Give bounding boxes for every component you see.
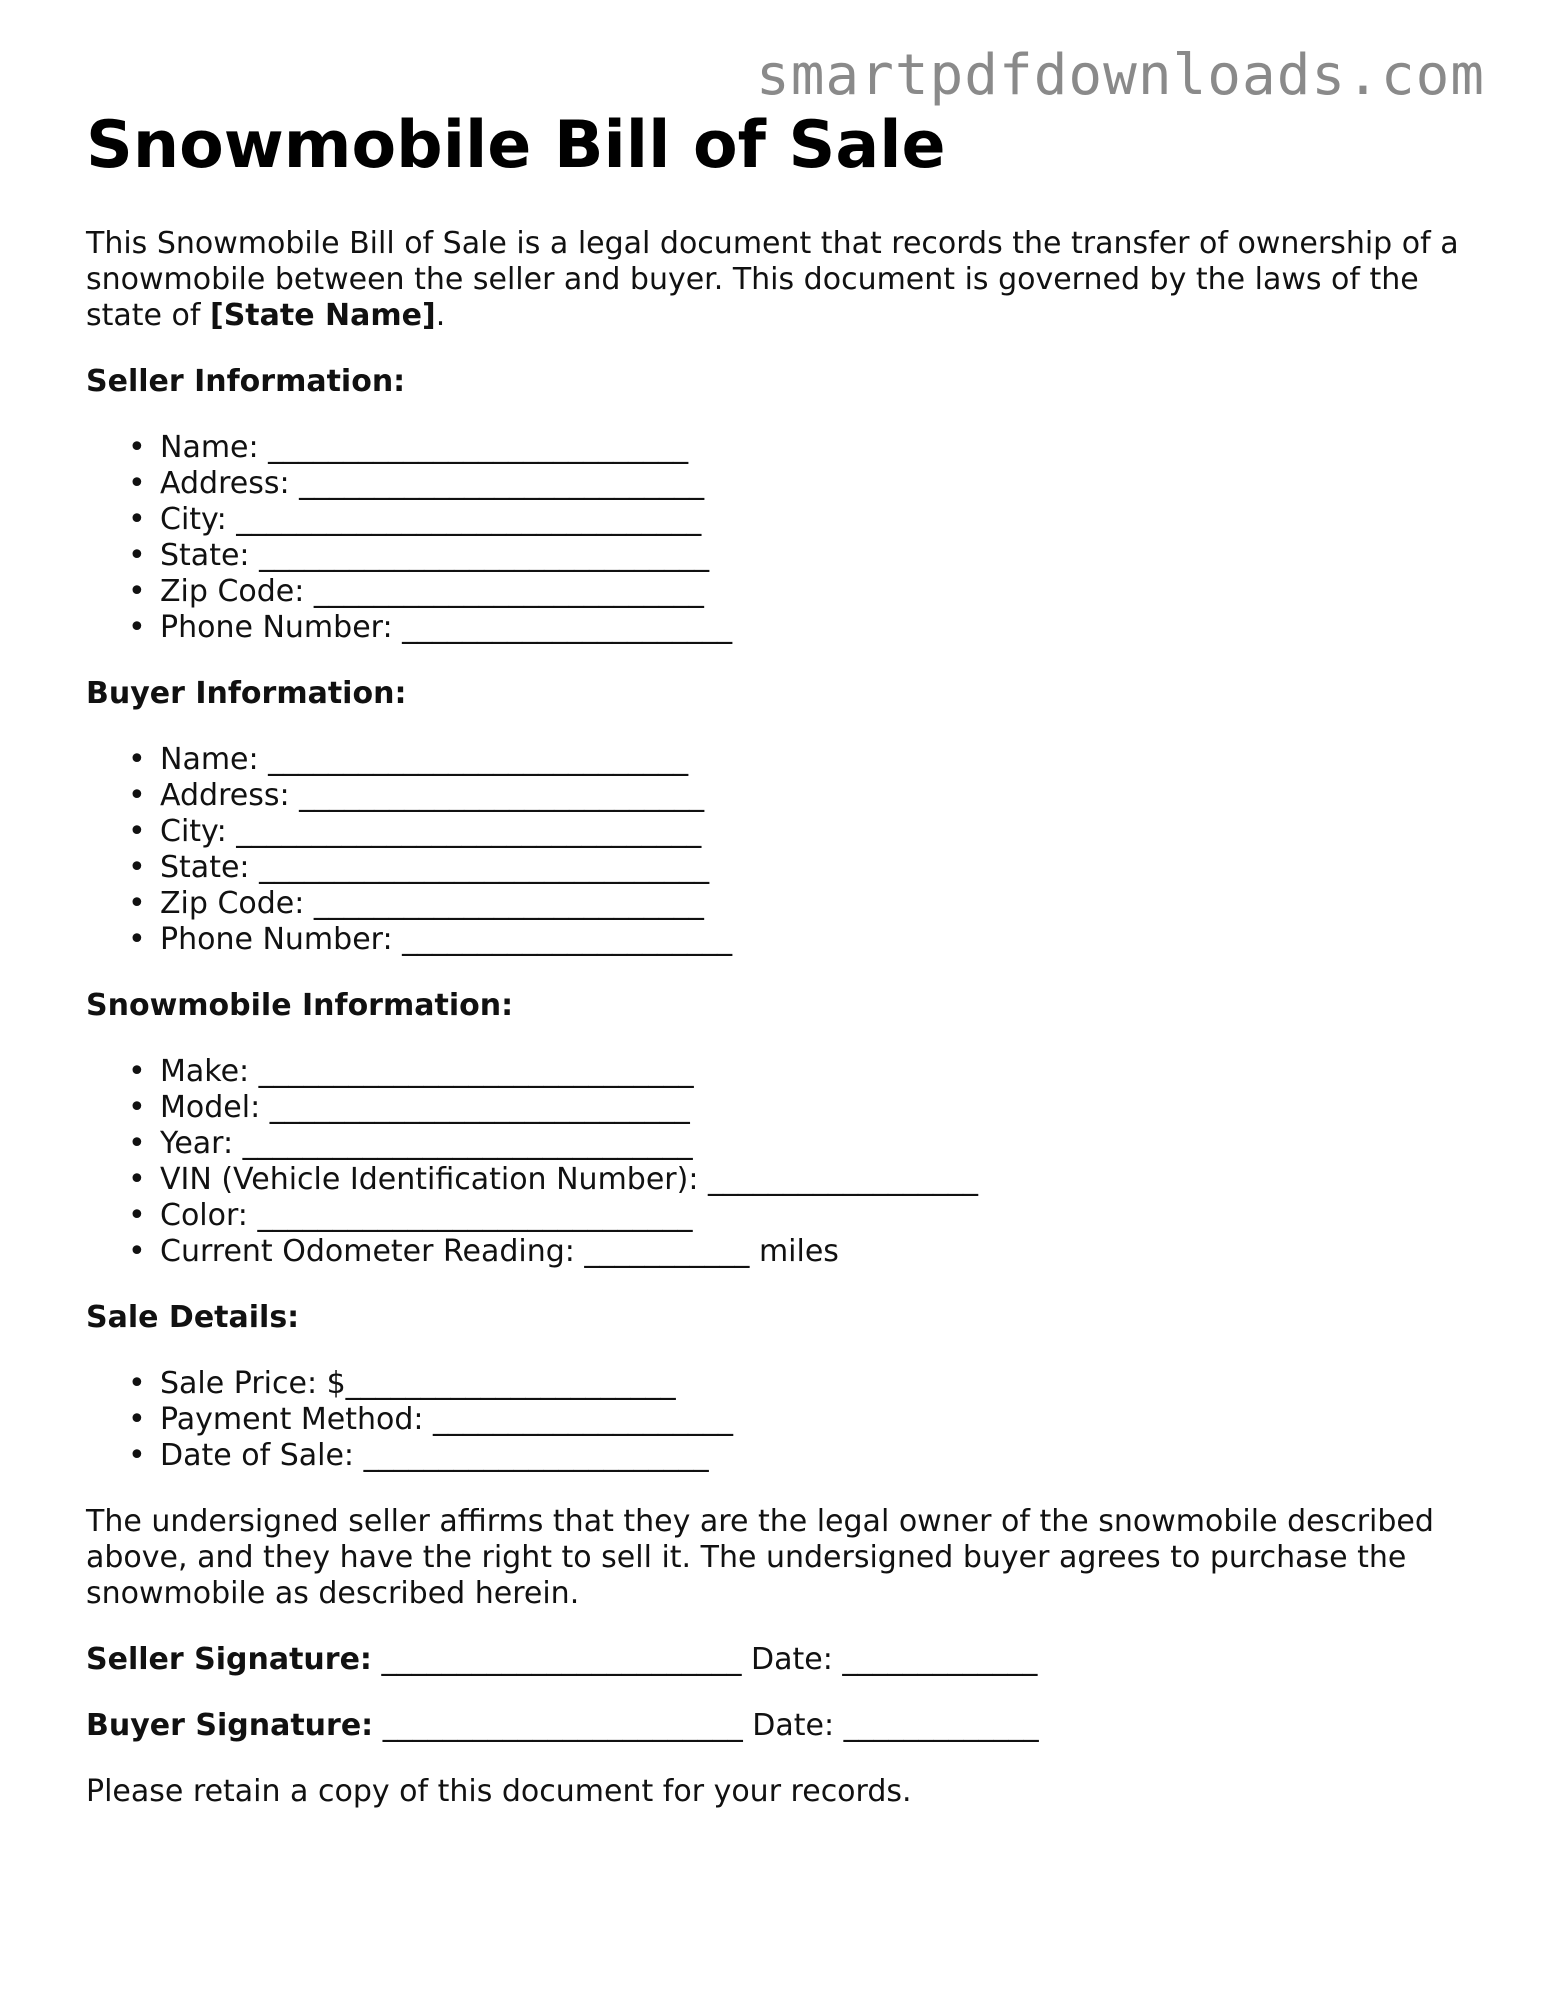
field-label: Zip Code: — [160, 573, 314, 609]
seller-state-field[interactable] — [160, 538, 1476, 574]
seller-phone-field[interactable] — [160, 610, 1476, 646]
field-label: State: — [160, 537, 260, 573]
intro-text-end: . — [435, 297, 446, 333]
affirmation-paragraph: The undersigned seller affirms that they are the legal owner of the snowmobile described above, and they have the right to sell it. The undersigned buyer agrees to purchase the snowmobile as described herein. — [86, 1503, 1434, 1611]
seller-signature-blank[interactable]: ________________________ — [371, 1641, 742, 1677]
field-blank[interactable]: __________________ — [707, 1161, 978, 1197]
intro-text: This Snowmobile Bill of Sale is a legal document that records the transfer of ownership of a snowmobile between the seller and buyer. This document is governed by the laws of the state of — [86, 225, 1459, 333]
field-label: City: — [160, 501, 237, 537]
seller-address-field[interactable] — [160, 466, 1476, 502]
field-label: Name: — [160, 429, 269, 465]
snowmobile-year-field[interactable] — [160, 1126, 1476, 1162]
buyer-phone-field[interactable] — [160, 922, 1476, 958]
field-label: City: — [160, 813, 237, 849]
closing-note: Please retain a copy of this document for your records. — [86, 1773, 912, 1809]
field-blank[interactable]: ______________________ — [345, 1365, 676, 1401]
payment-method-field[interactable] — [160, 1402, 1476, 1438]
seller-zip-field[interactable] — [160, 574, 1476, 610]
document-page — [86, 110, 1476, 1810]
field-blank[interactable]: ____________________ — [433, 1401, 734, 1437]
field-blank[interactable]: _______________________________ — [236, 813, 702, 849]
buyer-city-field[interactable] — [160, 814, 1476, 850]
buyer-date-label: Date: — [742, 1707, 844, 1743]
field-blank[interactable]: _______________________________ — [236, 501, 702, 537]
field-label: Address: — [160, 465, 300, 501]
field-blank[interactable]: ______________________ — [402, 921, 733, 957]
snowmobile-section-heading: Snowmobile Information: — [86, 987, 514, 1023]
field-label: Name: — [160, 741, 269, 777]
buyer-address-field[interactable] — [160, 778, 1476, 814]
seller-fields-list — [86, 430, 1476, 646]
buyer-zip-field[interactable] — [160, 886, 1476, 922]
field-blank[interactable]: __________________________ — [313, 885, 704, 921]
field-label: Payment Method: — [160, 1401, 434, 1437]
buyer-signature-label: Buyer Signature: — [86, 1707, 374, 1743]
field-blank[interactable]: ___________ — [584, 1233, 750, 1269]
buyer-signature-line[interactable] — [86, 1708, 1476, 1744]
field-label: Date of Sale: — [160, 1437, 364, 1473]
field-label: State: — [160, 849, 260, 885]
field-blank[interactable]: ___________________________ — [299, 777, 705, 813]
field-label: Address: — [160, 777, 300, 813]
field-blank[interactable]: _____________________________ — [258, 1053, 694, 1089]
seller-section-heading: Seller Information: — [86, 363, 406, 399]
field-blank[interactable]: _______________________ — [363, 1437, 709, 1473]
buyer-name-field[interactable] — [160, 742, 1476, 778]
snowmobile-odometer-field[interactable] — [160, 1234, 1476, 1270]
field-blank[interactable]: __________________________ — [313, 573, 704, 609]
seller-city-field[interactable] — [160, 502, 1476, 538]
state-name-placeholder: [State Name] — [209, 297, 436, 333]
watermark: smartpdfdownloads.com — [755, 43, 1485, 108]
snowmobile-model-field[interactable] — [160, 1090, 1476, 1126]
sale-section-heading: Sale Details: — [86, 1299, 300, 1335]
field-label: Sale Price: $ — [160, 1365, 346, 1401]
buyer-state-field[interactable] — [160, 850, 1476, 886]
snowmobile-color-field[interactable] — [160, 1198, 1476, 1234]
snowmobile-make-field[interactable] — [160, 1054, 1476, 1090]
field-blank[interactable]: ______________________________ — [259, 849, 710, 885]
seller-signature-line[interactable] — [86, 1642, 1476, 1678]
buyer-date-blank[interactable]: _____________ — [843, 1707, 1039, 1743]
field-label: Zip Code: — [160, 885, 314, 921]
snowmobile-fields-list — [86, 1054, 1476, 1270]
seller-date-label: Date: — [741, 1641, 843, 1677]
seller-date-blank[interactable]: _____________ — [842, 1641, 1038, 1677]
field-blank[interactable]: ______________________ — [402, 609, 733, 645]
field-blank[interactable]: ____________________________ — [269, 1089, 690, 1125]
field-label: Phone Number: — [160, 921, 403, 957]
field-label: Year: — [160, 1125, 243, 1161]
field-blank[interactable]: ______________________________ — [242, 1125, 693, 1161]
field-blank[interactable]: _____________________________ — [257, 1197, 693, 1233]
seller-name-field[interactable] — [160, 430, 1476, 466]
buyer-fields-list — [86, 742, 1476, 958]
snowmobile-vin-field[interactable] — [160, 1162, 1476, 1198]
field-label: Current Odometer Reading: — [160, 1233, 585, 1269]
sale-fields-list — [86, 1366, 1476, 1474]
intro-paragraph — [86, 226, 1466, 334]
seller-signature-label: Seller Signature: — [86, 1641, 372, 1677]
field-label: Phone Number: — [160, 609, 403, 645]
buyer-section-heading: Buyer Information: — [86, 675, 407, 711]
field-blank[interactable]: ____________________________ — [268, 741, 689, 777]
field-blank[interactable]: ______________________________ — [259, 537, 710, 573]
document-title: Snowmobile Bill of Sale — [86, 108, 946, 183]
field-label: VIN (Vehicle Identification Number): — [160, 1161, 708, 1197]
field-label: Model: — [160, 1089, 270, 1125]
sale-date-field[interactable] — [160, 1438, 1476, 1474]
sale-price-field[interactable] — [160, 1366, 1476, 1402]
field-blank[interactable]: ___________________________ — [299, 465, 705, 501]
field-label: Color: — [160, 1197, 258, 1233]
field-unit: miles — [749, 1233, 839, 1269]
field-blank[interactable]: ____________________________ — [268, 429, 689, 465]
field-label: Make: — [160, 1053, 259, 1089]
buyer-signature-blank[interactable]: ________________________ — [373, 1707, 743, 1743]
